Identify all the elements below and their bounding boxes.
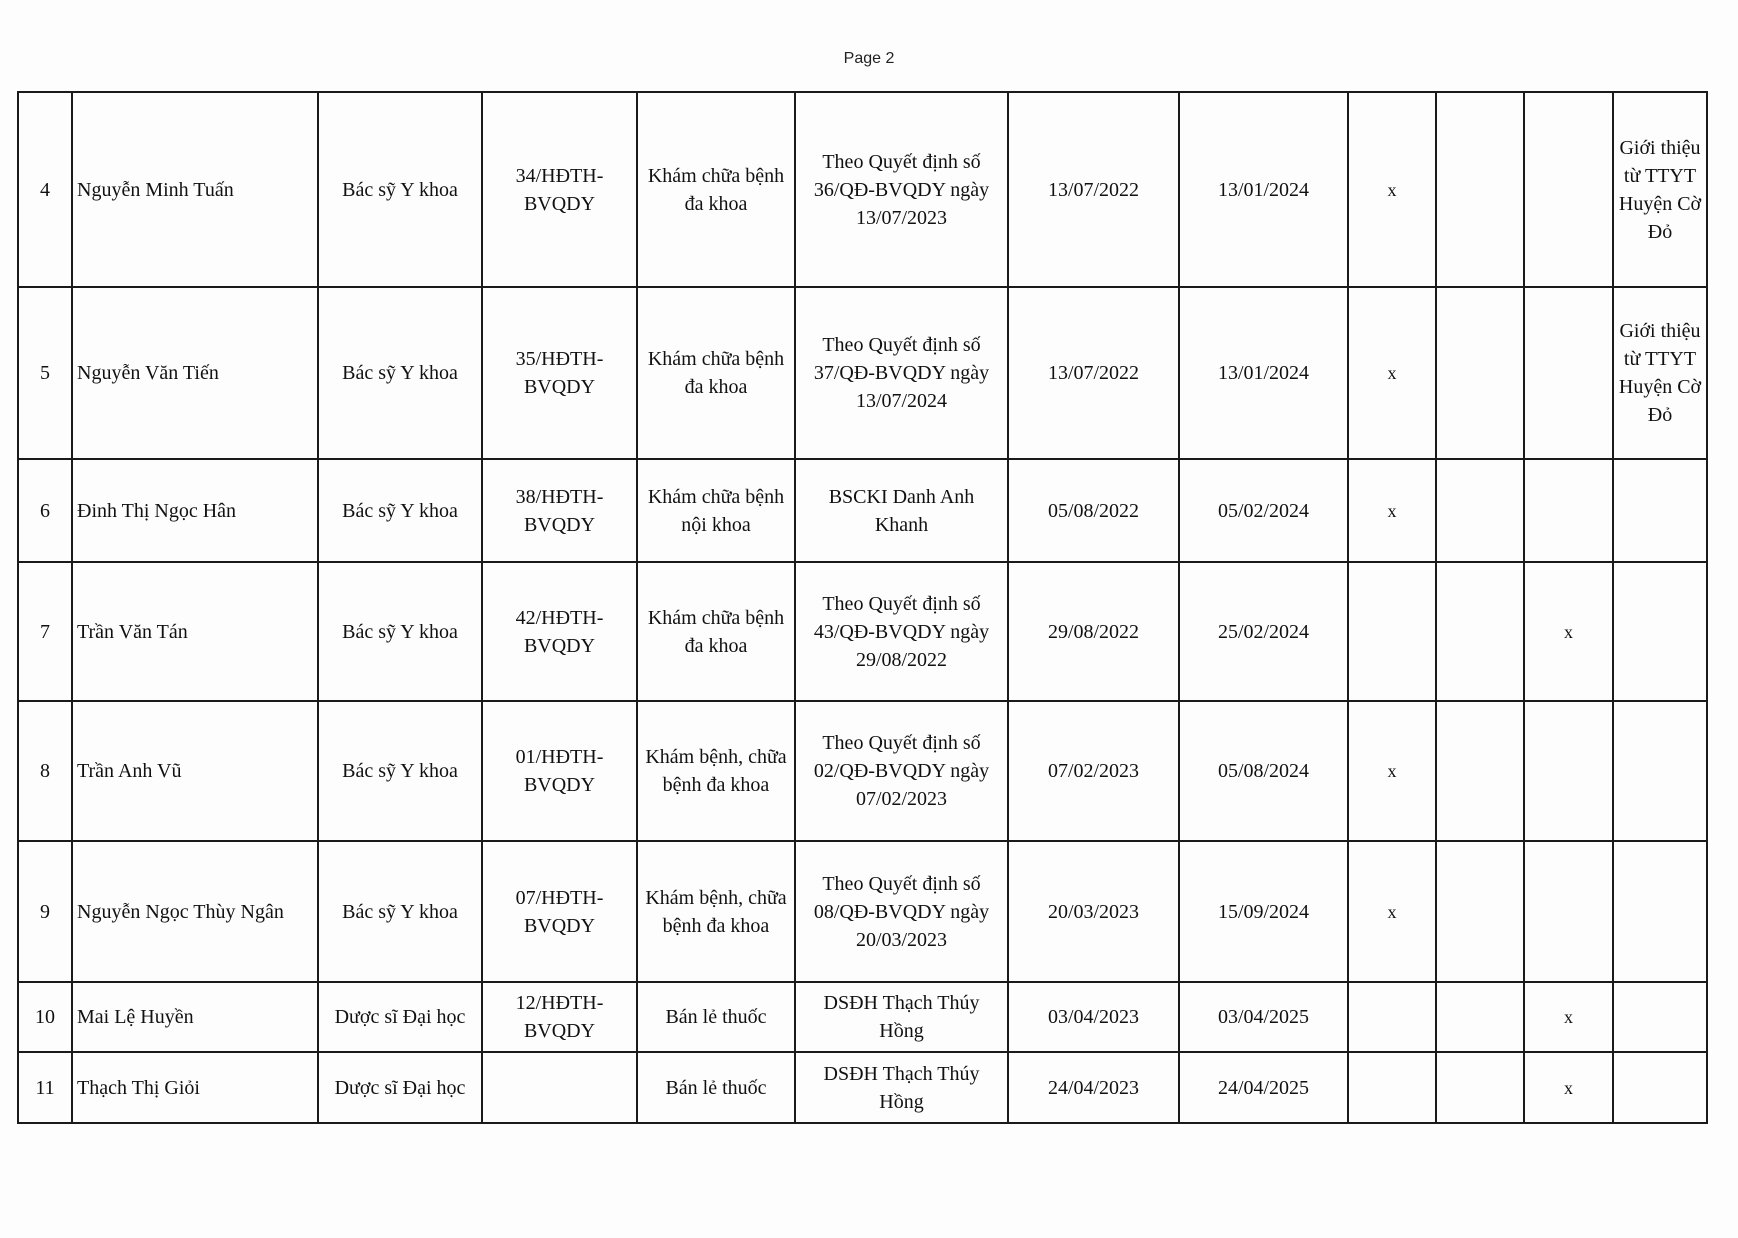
start-date: 13/07/2022 [1008, 92, 1179, 287]
mark-column-3: x [1524, 562, 1613, 701]
contract-number: 34/HĐTH-BVQDY [482, 92, 637, 287]
mark-column-1: x [1348, 701, 1436, 841]
table-row [18, 1052, 1707, 1123]
supervision-basis: BSCKI Danh Anh Khanh [795, 459, 1008, 562]
start-date: 20/03/2023 [1008, 841, 1179, 982]
start-date: 07/02/2023 [1008, 701, 1179, 841]
mark-column-1: x [1348, 287, 1436, 459]
supervision-basis: Theo Quyết định số 36/QĐ-BVQDY ngày 13/07/2023 [795, 92, 1008, 287]
contract-number [482, 1052, 637, 1123]
mark-column-3 [1524, 701, 1613, 841]
row-number: 11 [18, 1052, 72, 1123]
start-date: 05/08/2022 [1008, 459, 1179, 562]
mark-column-2 [1436, 701, 1524, 841]
end-date: 13/01/2024 [1179, 92, 1348, 287]
row-number: 10 [18, 982, 72, 1052]
start-date: 29/08/2022 [1008, 562, 1179, 701]
end-date: 25/02/2024 [1179, 562, 1348, 701]
start-date: 24/04/2023 [1008, 1052, 1179, 1123]
staff-name: Đinh Thị Ngọc Hân [72, 459, 318, 562]
row-number: 5 [18, 287, 72, 459]
mark-column-2 [1436, 982, 1524, 1052]
note: Giới thiệu từ TTYT Huyện Cờ Đỏ [1613, 92, 1707, 287]
mark-column-1 [1348, 562, 1436, 701]
practice-scope: Khám bệnh, chữa bệnh đa khoa [637, 841, 795, 982]
mark-column-1: x [1348, 459, 1436, 562]
mark-column-3 [1524, 459, 1613, 562]
mark-column-2 [1436, 562, 1524, 701]
end-date: 24/04/2025 [1179, 1052, 1348, 1123]
row-number: 6 [18, 459, 72, 562]
staff-title: Bác sỹ Y khoa [318, 287, 482, 459]
supervision-basis: DSĐH Thạch Thúy Hồng [795, 1052, 1008, 1123]
table-row [18, 982, 1707, 1052]
end-date: 05/02/2024 [1179, 459, 1348, 562]
start-date: 13/07/2022 [1008, 287, 1179, 459]
practice-scope: Khám bệnh, chữa bệnh đa khoa [637, 701, 795, 841]
staff-name: Thạch Thị Giỏi [72, 1052, 318, 1123]
mark-column-3: x [1524, 982, 1613, 1052]
mark-column-2 [1436, 459, 1524, 562]
practice-scope: Bán lẻ thuốc [637, 982, 795, 1052]
table-row [18, 287, 1707, 459]
note [1613, 982, 1707, 1052]
supervision-basis: Theo Quyết định số 37/QĐ-BVQDY ngày 13/07/2024 [795, 287, 1008, 459]
contract-number: 12/HĐTH-BVQDY [482, 982, 637, 1052]
contract-number: 07/HĐTH-BVQDY [482, 841, 637, 982]
contract-number: 42/HĐTH-BVQDY [482, 562, 637, 701]
mark-column-2 [1436, 841, 1524, 982]
row-number: 4 [18, 92, 72, 287]
staff-title: Dược sĩ Đại học [318, 1052, 482, 1123]
staff-name: Nguyễn Minh Tuấn [72, 92, 318, 287]
practice-scope: Khám chữa bệnh nội khoa [637, 459, 795, 562]
mark-column-2 [1436, 1052, 1524, 1123]
table-row [18, 459, 1707, 562]
staff-name: Trần Văn Tán [72, 562, 318, 701]
mark-column-3 [1524, 287, 1613, 459]
note: Giới thiệu từ TTYT Huyện Cờ Đỏ [1613, 287, 1707, 459]
staff-title: Bác sỹ Y khoa [318, 841, 482, 982]
practice-scope: Khám chữa bệnh đa khoa [637, 287, 795, 459]
row-number: 8 [18, 701, 72, 841]
start-date: 03/04/2023 [1008, 982, 1179, 1052]
practice-scope: Bán lẻ thuốc [637, 1052, 795, 1123]
note [1613, 1052, 1707, 1123]
supervision-basis: Theo Quyết định số 43/QĐ-BVQDY ngày 29/08/2022 [795, 562, 1008, 701]
practice-scope: Khám chữa bệnh đa khoa [637, 562, 795, 701]
contract-number: 38/HĐTH-BVQDY [482, 459, 637, 562]
mark-column-2 [1436, 287, 1524, 459]
end-date: 13/01/2024 [1179, 287, 1348, 459]
table-row [18, 841, 1707, 982]
mark-column-3: x [1524, 1052, 1613, 1123]
mark-column-1 [1348, 1052, 1436, 1123]
staff-title: Bác sỹ Y khoa [318, 701, 482, 841]
staff-table [17, 91, 1708, 1124]
supervision-basis: Theo Quyết định số 08/QĐ-BVQDY ngày 20/03/2023 [795, 841, 1008, 982]
row-number: 7 [18, 562, 72, 701]
note [1613, 562, 1707, 701]
end-date: 15/09/2024 [1179, 841, 1348, 982]
staff-name: Trần Anh Vũ [72, 701, 318, 841]
note [1613, 701, 1707, 841]
mark-column-1: x [1348, 841, 1436, 982]
staff-title: Bác sỹ Y khoa [318, 459, 482, 562]
table-row [18, 92, 1707, 287]
table-row [18, 701, 1707, 841]
mark-column-3 [1524, 92, 1613, 287]
mark-column-1: x [1348, 92, 1436, 287]
supervision-basis: Theo Quyết định số 02/QĐ-BVQDY ngày 07/02/2023 [795, 701, 1008, 841]
staff-name: Nguyễn Ngọc Thùy Ngân [72, 841, 318, 982]
staff-name: Mai Lệ Huyền [72, 982, 318, 1052]
note [1613, 841, 1707, 982]
page-label: Page 2 [843, 50, 895, 67]
supervision-basis: DSĐH Thạch Thúy Hồng [795, 982, 1008, 1052]
staff-title: Dược sĩ Đại học [318, 982, 482, 1052]
staff-title: Bác sỹ Y khoa [318, 562, 482, 701]
table-row [18, 562, 1707, 701]
mark-column-2 [1436, 92, 1524, 287]
practice-scope: Khám chữa bệnh đa khoa [637, 92, 795, 287]
mark-column-3 [1524, 841, 1613, 982]
contract-number: 01/HĐTH-BVQDY [482, 701, 637, 841]
staff-name: Nguyễn Văn Tiến [72, 287, 318, 459]
staff-title: Bác sỹ Y khoa [318, 92, 482, 287]
row-number: 9 [18, 841, 72, 982]
mark-column-1 [1348, 982, 1436, 1052]
end-date: 05/08/2024 [1179, 701, 1348, 841]
end-date: 03/04/2025 [1179, 982, 1348, 1052]
note [1613, 459, 1707, 562]
contract-number: 35/HĐTH-BVQDY [482, 287, 637, 459]
